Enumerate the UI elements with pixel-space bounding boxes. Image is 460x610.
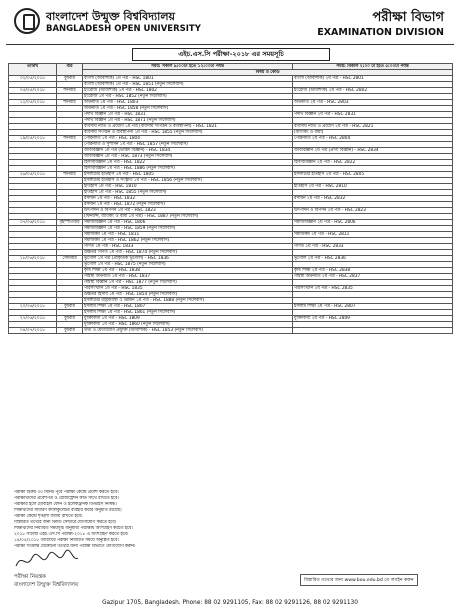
row-afternoon-subject: যুক্তিবিদ্যা ২য় পত্র - HSC 2809	[293, 316, 453, 322]
letterhead	[0, 0, 460, 52]
row-morning-subject: ইসলাম শিক্ষা ১ম পত্র - HSC 1807	[83, 304, 293, 310]
row-morning-subject: বাংলা (আবশ্যিক) ১ম পত্র - HSC 1851 (নতুন সিলেবাস)	[83, 82, 293, 88]
row-morning-subject: ইংরেজি ১ম পত্র - HSC 1852 (নতুন সিলেবাস)	[83, 94, 293, 100]
row-afternoon-subject: ইসলাম শিক্ষা ২য় পত্র - HSC 2807	[293, 304, 453, 310]
row-morning-subject: রসায়ন ১ম পত্র - HSC 1872 (নতুন সিলেবাস)	[83, 202, 293, 208]
row-morning-subject: উৎপাদন ও বিপণন ১ম পত্র - HSC 1823	[83, 208, 293, 214]
row-morning-subject: উচ্চতর হিসাব ১ম পত্র - HSC 1854 (নতুন সিলেবাস)	[83, 292, 293, 298]
row-afternoon-subject: ইংরেজি (আবশ্যিক) ২য় পত্র - HSC 2802	[293, 88, 453, 94]
row-afternoon-subject: সমাজকর্ম ২য় পত্র - HSC 2811	[293, 232, 453, 238]
row-morning-subject: কৃষি শিক্ষা ১ম পত্র - HSC 1838	[83, 268, 293, 274]
row-morning-subject: ইসলামের রাষ্ট্রব্যবস্থা ও উন্নয়ন ১ম পত্র - HSC 1888 (নতুন সিলেবাস)	[83, 298, 293, 304]
row-day: বুধবার	[57, 76, 83, 82]
header-day: বার	[57, 64, 83, 76]
row-morning-subject: অর্থনীতি ১ম পত্র - HSC 1803	[83, 100, 293, 106]
row-afternoon-subject: রসায়ন ২য় পত্র - HSC 2832	[293, 196, 453, 202]
division-name-en: EXAMINATION DIVISION	[317, 27, 444, 38]
row-morning-subject: হিসাববিজ্ঞান ১ম পত্র - HSC 1822	[83, 160, 293, 166]
row-morning-subject: পরিসংখ্যান ১ম পত্র - HSC 1835	[83, 286, 293, 292]
row-morning-subject: রসায়ন ১ম পত্র - HSC 1832	[83, 196, 293, 202]
header-date: তারিখ	[9, 64, 57, 76]
row-morning-subject: হিসাববিজ্ঞান ১ম পত্র - HSC 1886 (নতুন সিলেবাস)	[83, 166, 293, 172]
row-day: সোমবার	[57, 256, 83, 262]
row-afternoon-subject: গণিত ২য় পত্র - HSC 2833	[293, 244, 453, 250]
row-date: ০২/০৫/২০১৮	[9, 76, 57, 82]
note-item: পরীক্ষার হলে মোবাইল ফোন ও ইলেকট্রনিক ডিভাইস নিষিদ্ধ।	[14, 502, 117, 507]
row-morning-subject: ব্যবসায় সংগঠন ও ব্যবস্থাপনা ১ম পত্র - HSC 1855 (নতুন সিলেবাস)	[83, 130, 293, 136]
row-morning-subject: জীববিজ্ঞান ১ম পত্র - HSC 1873 (নতুন সিলেবাস)	[83, 154, 293, 160]
row-afternoon-subject: কৃষি শিক্ষা ২য় পত্র - HSC 2838	[293, 268, 453, 274]
row-afternoon-subject: (ব্যাংকিং ও বীমা)	[293, 130, 453, 136]
row-date: ২৭/০৬/২০১৮	[9, 316, 57, 322]
row-day: শনিবার	[57, 100, 83, 106]
row-afternoon-subject: বাংলা (আবশ্যিক) ২য় পত্র - HSC 2801	[293, 76, 453, 82]
header-morning: সময়: সকাল ৯:০০টা হতে ১২:০০টা পর্যন্ত	[83, 64, 293, 70]
row-morning-subject: ইসলাম শিক্ষা ১ম পত্র - HSC 1861 (নতুন সিলেবাস)	[83, 310, 293, 316]
row-morning-subject: তথ্য ও যোগাযোগ প্রযুক্তি (আবশ্যিক) - HSC 1853 (নতুন সিলেবাস)	[83, 328, 293, 334]
row-morning-subject: ইসলামের ইতিহাস ও সংস্কৃতি ১ম পত্র - HSC 1856 (নতুন সিলেবাস)	[83, 178, 293, 184]
row-morning-subject: সমাজকর্ম ১ম পত্র - HSC 1862 (নতুন সিলেবাস)	[83, 238, 293, 244]
row-afternoon-subject: ইসলামের ইতিহাস ২য় পত্র - HSC 2805	[293, 172, 453, 178]
row-morning-subject: (ফিন্যান্স, ব্যাংকিং ও বীমা ১ম পত্র) - HSC 1887 (নতুন সিলেবাস)	[83, 214, 293, 220]
row-morning-subject: সমাজবিজ্ঞান ১ম পত্র - HSC 1806	[83, 220, 293, 226]
university-name-en: BANGLADESH OPEN UNIVERSITY	[46, 24, 201, 34]
note-item: শিক্ষার্থীদের নির্ধারিত সময়সূচি অনুযায়ী পরীক্ষায় অংশগ্রহণ করতে হবে।	[14, 526, 133, 531]
table-row	[9, 328, 453, 334]
row-morning-subject: পৌরনীতি ও সুশাসন ১ম পত্র - HSC 1857 (নতুন সিলেবাস)	[83, 142, 293, 148]
row-afternoon-subject: অর্থনীতি ২য় পত্র - HSC 2803	[293, 100, 453, 106]
header-divider	[6, 44, 454, 45]
row-morning-subject: গার্হস্থ্য বিজ্ঞান ১ম পত্র - HSC 1877 (নতুন সিলেবাস)	[83, 280, 293, 286]
row-date: ০৫/০৫/২০১৮	[9, 88, 57, 94]
row-afternoon-subject: উৎপাদন ও বিপণন ২য় পত্র - HSC 2823	[293, 208, 453, 214]
row-morning-subject: পৌরনীতি ১ম পত্র - HSC 1804	[83, 136, 293, 142]
note-item: পরীক্ষা কেন্দ্রে শৃঙ্খলা বজায় রাখতে হবে।	[14, 514, 83, 519]
row-morning-subject: সমাজবিজ্ঞান ১ম পত্র - HSC 1859 (নতুন সিলেবাস)	[83, 226, 293, 232]
row-morning-subject: ইতিহাস ১ম পত্র - HSC 1810	[83, 184, 293, 190]
row-morning-subject: উচ্চতর গণিত ১ম পত্র - HSC 1874 (নতুন সিলেবাস)	[83, 250, 293, 256]
university-name-bn: বাংলাদেশ উন্মুক্ত বিশ্ববিদ্যালয়	[46, 10, 176, 23]
note-item: বিস্তারিত তথ্যের জন্য স্টাডি সেন্টারে যোগাযোগ করতে হবে।	[14, 520, 117, 525]
row-afternoon-subject: জীববিজ্ঞান ২য় পত্র (প্রাণী বিজ্ঞান) - HSC 2834	[293, 148, 453, 154]
note-item: শিক্ষার্থীদের সাধারণ ক্যালকুলেটর ব্যবহার করার অনুমতি রয়েছে।	[14, 508, 122, 513]
row-morning-subject: গণিত ১ম পত্র - HSC 1833	[83, 244, 293, 250]
note-item: ১৪/০৫/২০১৮ তারিখের পরীক্ষা নির্ধারিত সময়ে অনুষ্ঠিত হবে।	[14, 538, 119, 543]
row-morning-subject: অর্থনীতি ১ম পত্র - HSC 1858 (নতুন সিলেবাস)	[83, 106, 293, 112]
row-afternoon-subject: পরিসংখ্যান ২য় পত্র - HSC 2835	[293, 286, 453, 292]
row-day: বুধবার	[57, 328, 83, 334]
header-subject-code: বিষয় ও কোড	[83, 70, 453, 76]
row-morning-subject: ইতিহাস ১ম পত্র - HSC 1855 (নতুন সিলেবাস)	[83, 190, 293, 196]
schedule-title: এইচ.এস.সি পরীক্ষা-২০১৮ এর সময়সূচি	[132, 48, 330, 61]
note-item: পরীক্ষার্থীদের প্রবেশপত্র ও রেজিস্ট্রেশন কার্ড সাথে রাখতে হবে।	[14, 496, 119, 501]
row-morning-subject: ইসলামের ইতিহাস ১ম পত্র - HSC 1805	[83, 172, 293, 178]
row-date: ২০/০৬/২০১৮	[9, 304, 57, 310]
university-logo-icon	[14, 8, 40, 34]
footer-address: Gazipur 1705, Bangladesh. Phone: 88 02 9291105, Fax: 88 02 9291126, 88 02 9291130	[102, 600, 358, 606]
row-morning-subject: সমাজকর্ম ১ম পত্র - HSC 1811	[83, 232, 293, 238]
row-afternoon-subject: ভূগোল ২য় পত্র - HSC 2836	[293, 256, 453, 262]
row-day: শনিবার	[57, 136, 83, 142]
row-date: ১৯/০৫/২০১৮	[9, 136, 57, 142]
row-morning-subject: যুক্তিবিদ্যা ১ম পত্র - HSC 1809	[83, 316, 293, 322]
note-item: পরীক্ষা শুরুর ৩০ মিনিট পূর্বে পরীক্ষা কেন্দ্রে প্রবেশ করতে হবে।	[14, 490, 119, 495]
note-item: পরীক্ষা সংক্রান্ত যেকোনো তথ্যের জন্য পরীক্ষা বিভাগে যোগাযোগ করুন।	[14, 544, 136, 549]
row-day: বুধবার	[57, 304, 83, 310]
row-date: ০৪/০৭/২০১৮	[9, 328, 57, 334]
row-date: ০৭/০৬/২০১৮	[9, 220, 57, 226]
header-afternoon: সময়: বিকাল ২:০০ টা হতে ৫:০০টা পর্যন্ত	[293, 64, 453, 70]
row-afternoon-subject: গার্হস্থ্য অর্থনীতি ২য় পত্র - HSC 2837	[293, 274, 453, 280]
row-morning-subject: ইংরেজি (আবশ্যিক) ১ম পত্র - HSC 1802	[83, 88, 293, 94]
row-day: শনিবার	[57, 88, 83, 94]
row-morning-subject: ভূগোল ১ম পত্র - HSC 1875 (নতুন সিলেবাস)	[83, 262, 293, 268]
note-item: ২০১৮ সালের এইচ.এস.সি পরীক্ষা-২০১৮ এ অংশগ্রহণ করতে হবে।	[14, 532, 129, 537]
signature-org: বাংলাদেশ উন্মুক্ত বিশ্ববিদ্যালয়	[14, 582, 79, 588]
row-morning-subject: জীববিজ্ঞান ১ম পত্র (উদ্ভিদ বিজ্ঞান) - HSC 1834	[83, 148, 293, 154]
row-morning-subject: ব্যবসায় নীতি ও প্রয়োগ ১ম পত্র (ব্যবসায় সংগঠন ও ব্যবস্থাপনা) - HSC 1821	[83, 124, 293, 130]
row-afternoon-subject: ইতিহাস ২য় পত্র - HSC 2810	[293, 184, 453, 190]
row-day: বুধবার	[57, 316, 83, 322]
row-date: ২৬/০৫/২০১৮	[9, 172, 57, 178]
controller-signature	[12, 546, 82, 574]
row-date: ১২/০৫/২০১৮	[9, 100, 57, 106]
schedule-table	[8, 63, 453, 334]
row-day: বৃহস্পতিবার	[57, 220, 83, 226]
row-morning-subject: পদার্থ বিজ্ঞান ১ম পত্র - HSC 1871 (নতুন সিলেবাস)	[83, 118, 293, 124]
row-morning-subject: যুক্তিবিদ্যা ১ম পত্র - HSC 1860 (নতুন সিলেবাস)	[83, 322, 293, 328]
row-morning-subject: ভূগোল ১ম পত্র (প্রাকৃতিক ভূগোল) - HSC 1836	[83, 256, 293, 262]
signature-title: পরীক্ষা নিয়ন্ত্রক	[14, 574, 46, 580]
row-afternoon-subject	[293, 328, 453, 334]
row-day: শনিবার	[57, 172, 83, 178]
website-note[interactable]: বিস্তারিত তথ্যের জন্য www.bou.edu.bd তে লগইন করুন	[300, 574, 418, 586]
row-afternoon-subject: হিসাববিজ্ঞান ২য় পত্র - HSC 2822	[293, 160, 453, 166]
row-afternoon-subject: ব্যবসায় নীতি ও প্রয়োগ ২য় পত্র - HSC 2821	[293, 124, 453, 130]
row-afternoon-subject: সমাজবিজ্ঞান ২য় পত্র - HSC 2806	[293, 220, 453, 226]
row-morning-subject: গার্হস্থ্য অর্থনীতি ১ম পত্র - HSC 1837	[83, 274, 293, 280]
division-name-bn: পরীক্ষা বিভাগ	[372, 10, 444, 25]
row-morning-subject: বাংলা (আবশ্যিক) ১ম পত্র - HSC 1801	[83, 76, 293, 82]
row-afternoon-subject: পৌরনীতি ২য় পত্র - HSC 2804	[293, 136, 453, 142]
row-afternoon-subject: পদার্থ বিজ্ঞান ২য় পত্র - HSC 2831	[293, 112, 453, 118]
row-date: ১৮/০৬/২০১৮	[9, 256, 57, 262]
notes-list	[14, 490, 264, 550]
row-morning-subject: পদার্থ বিজ্ঞান ১ম পত্র - HSC 1831	[83, 112, 293, 118]
